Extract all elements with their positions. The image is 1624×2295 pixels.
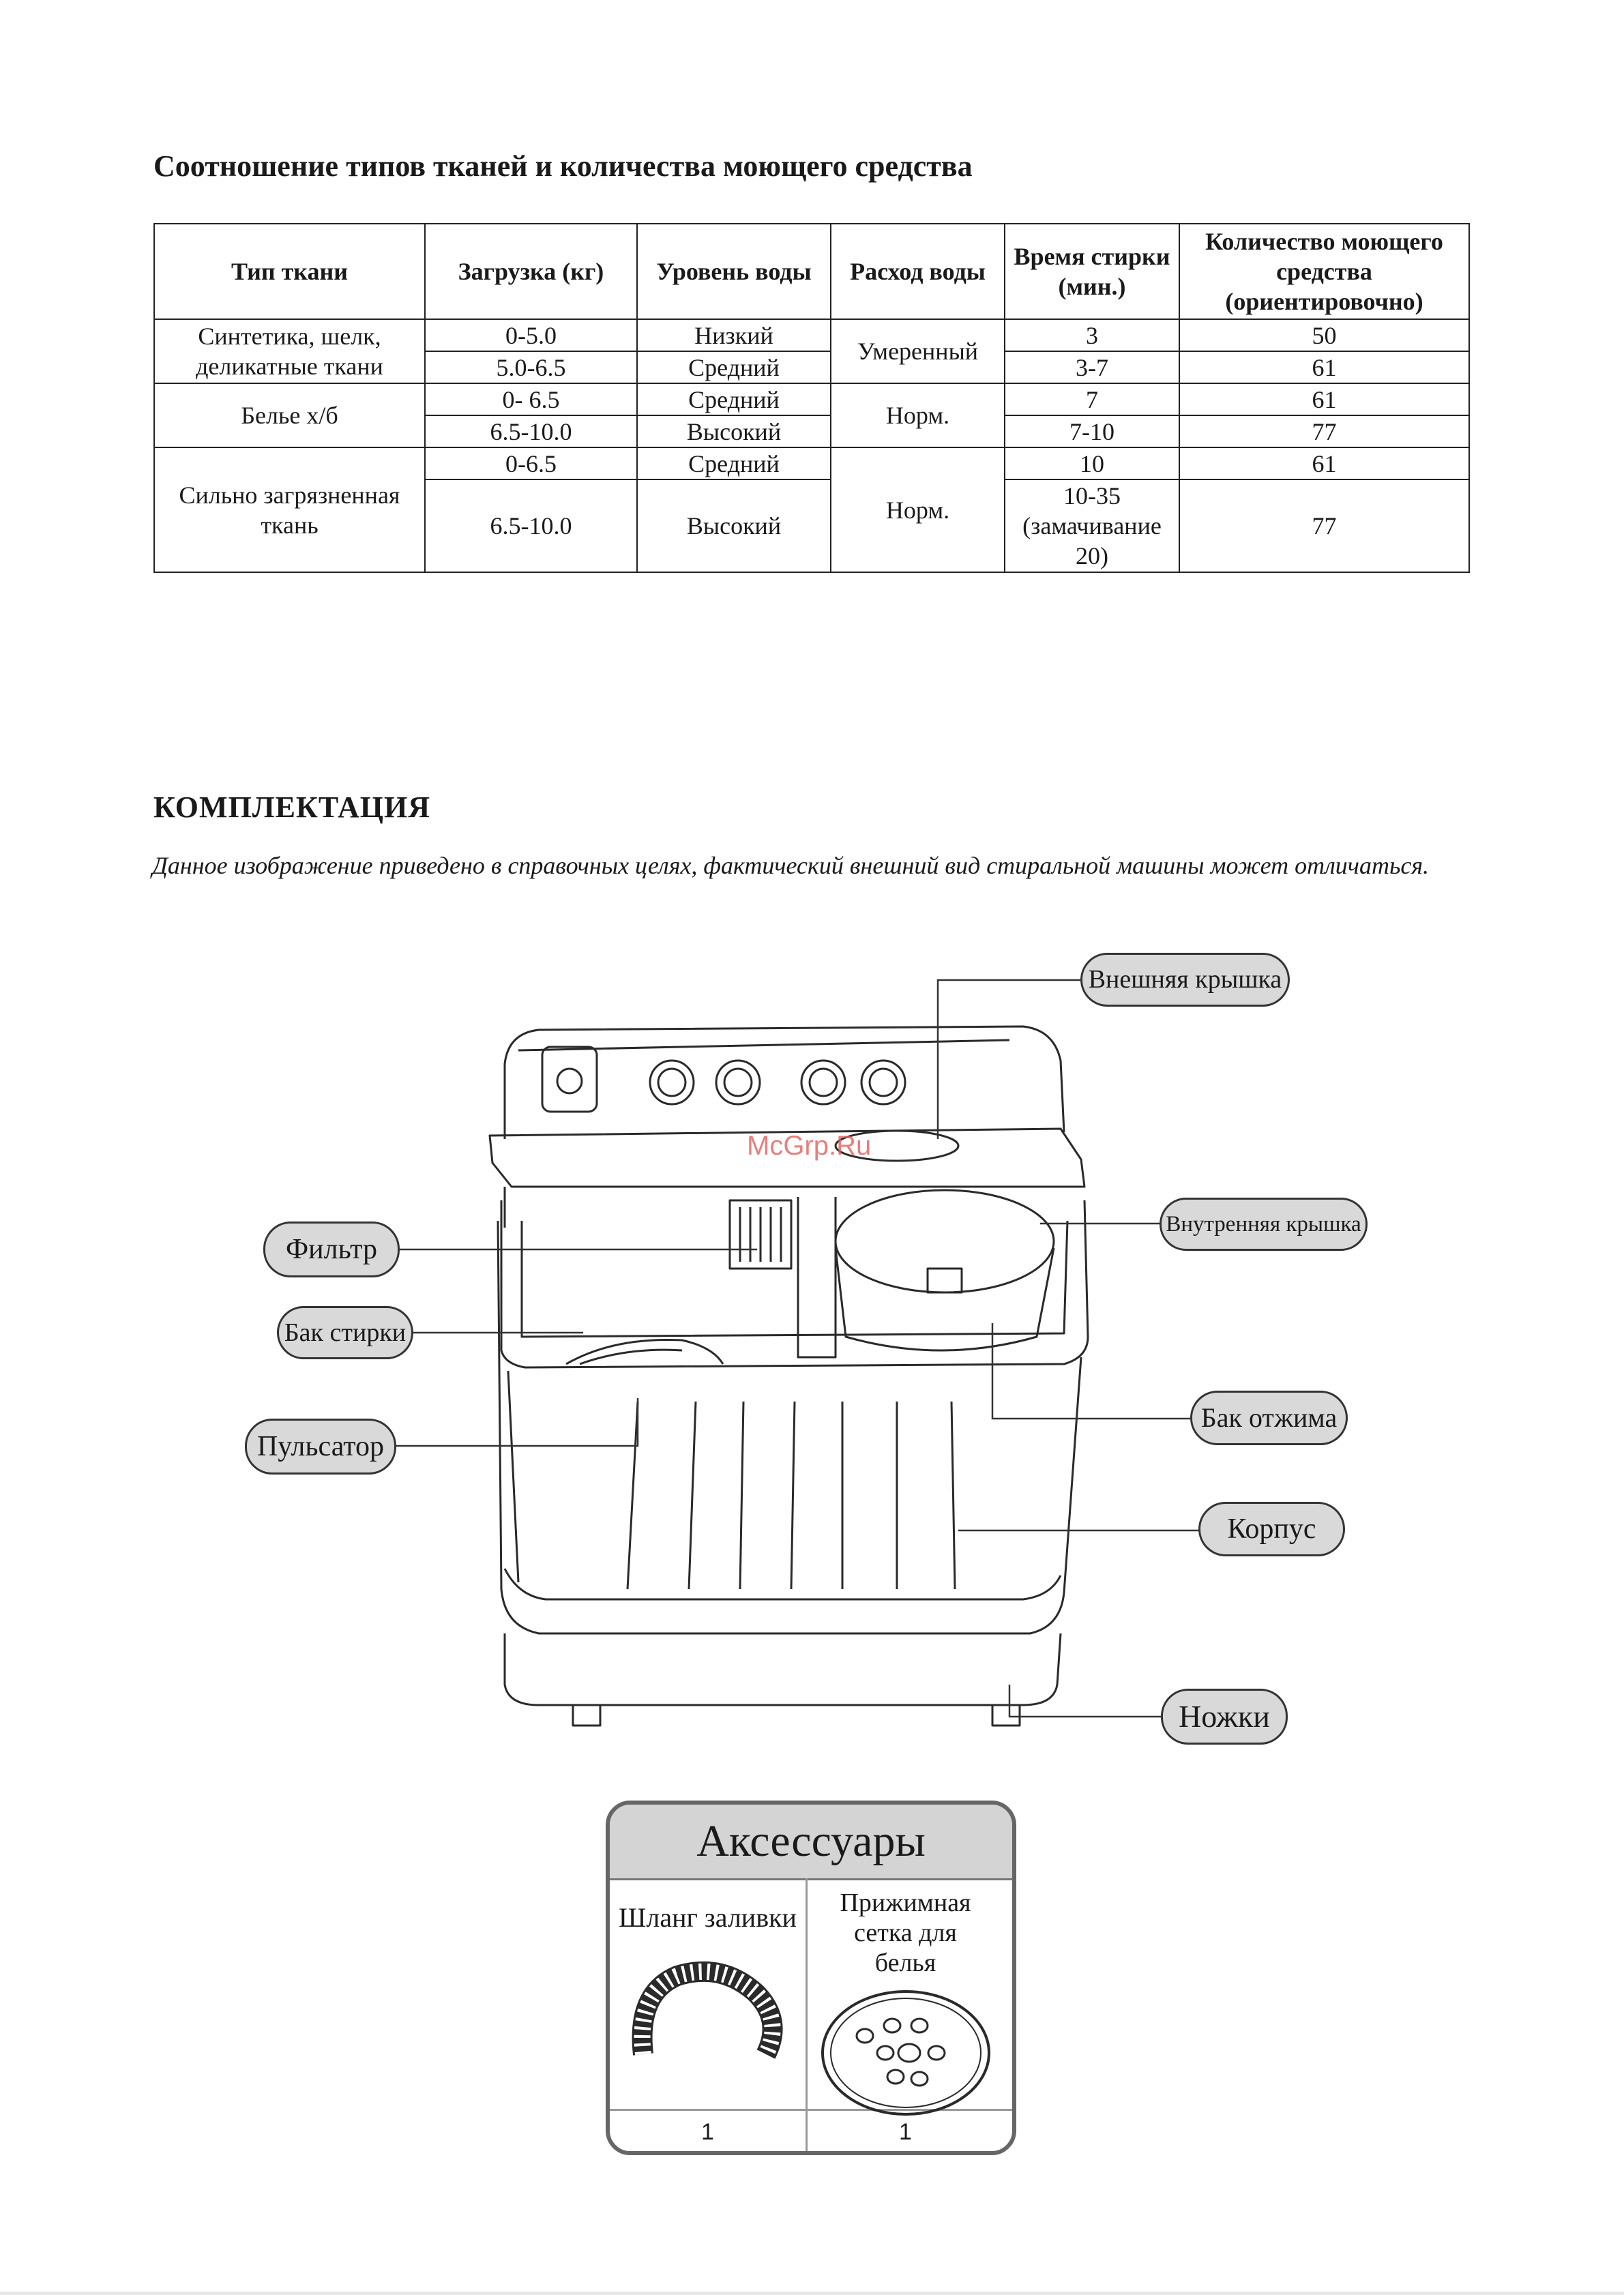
cell-level: Средний xyxy=(637,351,831,383)
cell-fabric: Белье х/б xyxy=(154,383,425,447)
cell-level: Высокий xyxy=(637,479,831,572)
callout-wash-tub: Бак стирки xyxy=(277,1306,413,1359)
accessory-name: Шланг заливки xyxy=(619,1902,797,1933)
cell-flow: Умеренный xyxy=(831,319,1005,383)
cell-level: Средний xyxy=(637,383,831,415)
cell-load: 6.5-10.0 xyxy=(425,479,637,572)
header-wash-time: Время стирки (мин.) xyxy=(1005,224,1179,319)
callout-spin-tub: Бак отжима xyxy=(1190,1391,1348,1445)
cell-time: 7-10 xyxy=(1005,415,1179,447)
table-header-row xyxy=(154,224,1469,319)
cell-time: 10-35 (замачивание 20) xyxy=(1005,479,1179,572)
header-water-level: Уровень воды xyxy=(637,224,831,319)
table-row xyxy=(154,319,1469,351)
hose-icon xyxy=(619,1945,797,2075)
detergent-table xyxy=(153,223,1470,573)
cell-amount: 61 xyxy=(1179,383,1469,415)
table-row xyxy=(154,383,1469,415)
cell-load: 0-5.0 xyxy=(425,319,637,351)
accessory-qty: 1 xyxy=(899,2119,912,2145)
washer-diagram xyxy=(0,941,1624,1753)
accessory-item xyxy=(610,1878,806,2076)
cell-amount: 61 xyxy=(1179,447,1469,479)
cell-load: 5.0-6.5 xyxy=(425,351,637,383)
washer-illustration xyxy=(0,941,1624,1753)
watermark: McGrp.Ru xyxy=(747,1131,872,1161)
accessory-item xyxy=(808,1878,1003,2076)
accessory-qty: 1 xyxy=(701,2119,714,2145)
header-load: Загрузка (кг) xyxy=(425,224,637,319)
callout-inner-lid: Внутренняя крышка xyxy=(1160,1198,1368,1251)
cell-amount: 77 xyxy=(1179,415,1469,447)
header-fabric: Тип ткани xyxy=(154,224,425,319)
cell-time: 10 xyxy=(1005,447,1179,479)
page-bottom-rule xyxy=(0,2292,1624,2295)
cell-level: Средний xyxy=(637,447,831,479)
reference-note: Данное изображение приведено в справочных целях, фактический внешний вид стиральной машины может отличаться. xyxy=(152,852,1430,879)
section-title-detergent: Соотношение типов тканей и количества моющего средства xyxy=(153,149,973,183)
header-detergent: Количество моющего средства (ориентировочно) xyxy=(1179,224,1469,319)
cell-fabric: Сильно загрязненная ткань xyxy=(154,447,425,572)
callout-pulsator: Пульсатор xyxy=(245,1419,396,1475)
cell-time: 3-7 xyxy=(1005,351,1179,383)
cell-time: 3 xyxy=(1005,319,1179,351)
cell-level: Высокий xyxy=(637,415,831,447)
table-row xyxy=(154,447,1469,479)
callout-legs: Ножки xyxy=(1161,1689,1288,1745)
cell-time: 7 xyxy=(1005,383,1179,415)
cell-fabric: Синтетика, шелк, деликатные ткани xyxy=(154,319,425,383)
cell-amount: 50 xyxy=(1179,319,1469,351)
accessory-name: Прижимная сетка для белья xyxy=(840,1889,971,1977)
cell-flow: Норм. xyxy=(831,383,1005,447)
accessories-title: Аксессуары xyxy=(610,1805,1012,1880)
callout-body: Корпус xyxy=(1198,1502,1345,1556)
laundry-net-icon xyxy=(817,1985,994,2121)
section-title-package: КОМПЛЕКТАЦИЯ xyxy=(153,790,430,824)
callout-filter: Фильтр xyxy=(263,1221,400,1277)
cell-load: 0-6.5 xyxy=(425,447,637,479)
cell-level: Низкий xyxy=(637,319,831,351)
accessories-box xyxy=(606,1801,1016,2155)
cell-load: 6.5-10.0 xyxy=(425,415,637,447)
header-water-flow: Расход воды xyxy=(831,224,1005,319)
cell-amount: 61 xyxy=(1179,351,1469,383)
cell-amount: 77 xyxy=(1179,479,1469,572)
callout-outer-lid: Внешняя крышка xyxy=(1080,953,1290,1007)
cell-flow: Норм. xyxy=(831,447,1005,572)
cell-load: 0- 6.5 xyxy=(425,383,637,415)
